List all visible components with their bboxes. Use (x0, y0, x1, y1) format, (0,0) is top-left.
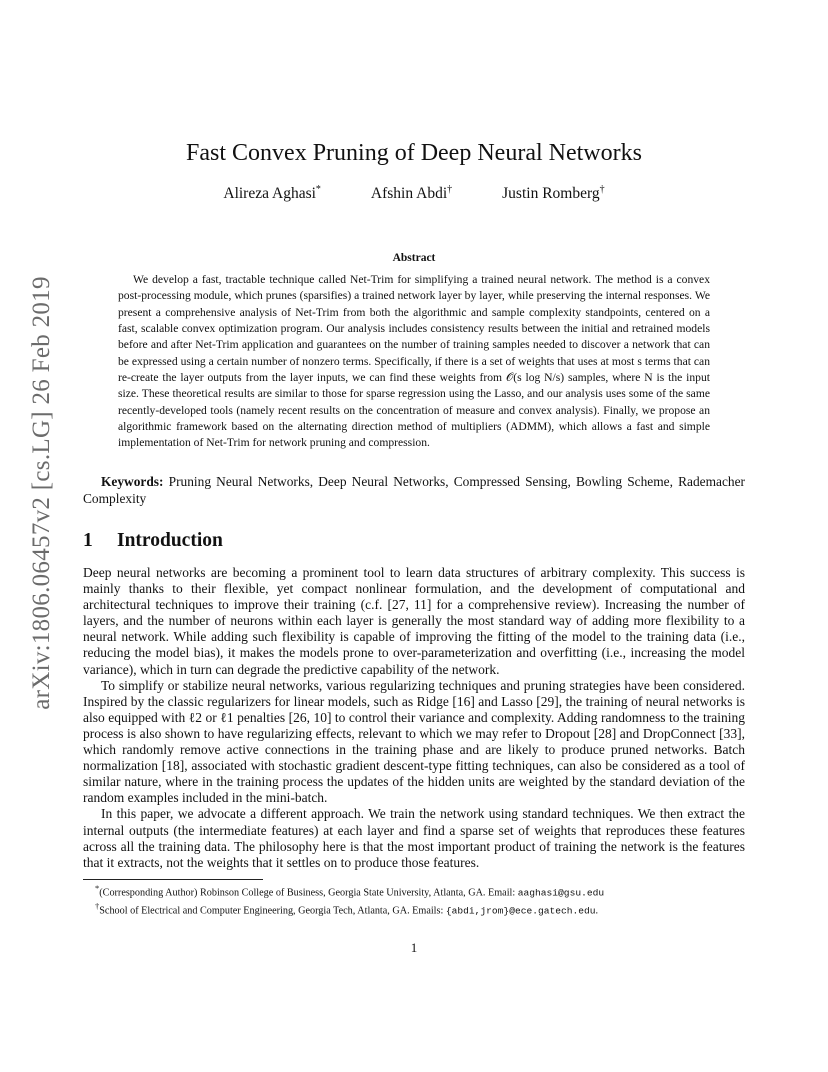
arxiv-identifier-sidebar (24, 275, 60, 710)
paragraph: Deep neural networks are becoming a prominent tool to learn data structures of arbitrary complexity. This success is mainly thanks to their flexible, yet compact nonlinear formulation, and the development of computational and architectural techniques to improve their training (c.f. [27, 11] for a comprehensive review). Increasing the number of layers, and the number of neurons within each layer is generally the most standard way of adding more flexibility to a neural network. While adding such flexibility is capable of improving the fitting of the model to the training data (i.e., reducing the model bias), it makes the models prone to over-parameterization and overfitting (i.e., increasing the model variance), which in turn can degrade the predictive capability of the network. (83, 565, 745, 677)
author: Alireza Aghasi* (223, 184, 321, 203)
footnotes (95, 882, 745, 918)
footnote: †School of Electrical and Computer Engineering, Georgia Tech, Atlanta, GA. Emails: {abdi,jrom}@ece.gatech.edu. (95, 900, 599, 917)
author-footnote-mark: † (599, 184, 605, 195)
footnote: *(Corresponding Author) Robinson College of Business, Georgia State University, Atlanta, GA. Email: aaghasi@gsu.edu (95, 883, 605, 899)
keywords-label: Keywords: (101, 474, 164, 489)
keywords-text: Pruning Neural Networks, Deep Neural Networks, Compressed Sensing, Bowling Scheme, Rademacher Complexity (83, 474, 745, 506)
footnote-divider (83, 879, 263, 880)
section-heading (83, 530, 223, 552)
author: Justin Romberg† (502, 184, 605, 203)
arxiv-identifier: arXiv:1806.06457v2 [cs.LG] 26 Feb 2019 (28, 275, 56, 710)
page-number: 1 (410, 940, 418, 955)
author-footnote-mark: † (447, 184, 453, 195)
keywords (83, 474, 745, 507)
abstract-heading: Abstract (392, 252, 436, 264)
author: Afshin Abdi† (370, 184, 453, 203)
paragraph: In this paper, we advocate a different approach. We train the network using standard techniques. We then extract the internal outputs (the intermediate features) at each layer and find a sparse set of weights that reproduces these features across all the training data. The philosophy here is that the most important product of training the network is the features that it extracts, not the weights that it settles on to produce those features. (83, 806, 745, 870)
introduction-body (83, 565, 745, 871)
author-list (0, 184, 828, 203)
abstract-text: We develop a fast, tractable technique called Net-Trim for simplifying a trained neural network. The method is a convex post-processing module, which prunes (sparsifies) a trained network layer by layer, while preserving the internal responses. We present a comprehensive analysis of Net-Trim from both the algorithmic and sample complexity standpoints, centered on a fast, scalable convex optimization program. Our analysis includes consistency results between the initial and retrained models before and after Net-Trim application and guarantees on the number of training samples needed to discover a network that can be expressed using a certain number of nonzero terms. Specifically, if there is a set of weights that uses at most s terms that can re-create the layer outputs from the layer inputs, we can find these weights from 𝒪(s log N/s) samples, where N is the input size. These theoretical results are similar to those for sparse regression using the Lasso, and our analysis uses some of the same recently-developed tools (namely recent results on the concentration of measure and convex analysis). Finally, we propose an algorithmic framework based on the alternating direction method of multipliers (ADMM), which allows a fast and simple implementation of Net-Trim for network pruning and compression. (118, 273, 710, 450)
section-number: 1 (83, 530, 93, 551)
section-title: Introduction (117, 530, 223, 551)
paper-title: Fast Convex Pruning of Deep Neural Networks (186, 140, 642, 166)
paragraph: To simplify or stabilize neural networks, various regularizing techniques and pruning strategies have been considered. Inspired by the classic regularizers for linear models, such as Ridge [16] and Lasso [29], the training of neural networks is also equipped with ℓ2 or ℓ1 penalties [26, 10] to control their variance and complexity. Adding randomness to the training process is also shown to have regularizing effects, relevant to which we may refer to Dropout [28] and DropConnect [33], which randomly remove active connections in the training phase and are likely to produce pruned networks. Batch normalization [18], associated with stochastic gradient descent-type fitting techniques, can also be considered as a tool of similar nature, where in the training process the updates of the hidden units are weighted by the standard deviation of the random examples included in the mini-batch. (83, 677, 745, 806)
author-footnote-mark: * (315, 184, 321, 195)
email-link[interactable]: {abdi,jrom}@ece.gatech.edu (445, 905, 596, 917)
email-link[interactable]: aaghasi@gsu.edu (517, 887, 605, 899)
